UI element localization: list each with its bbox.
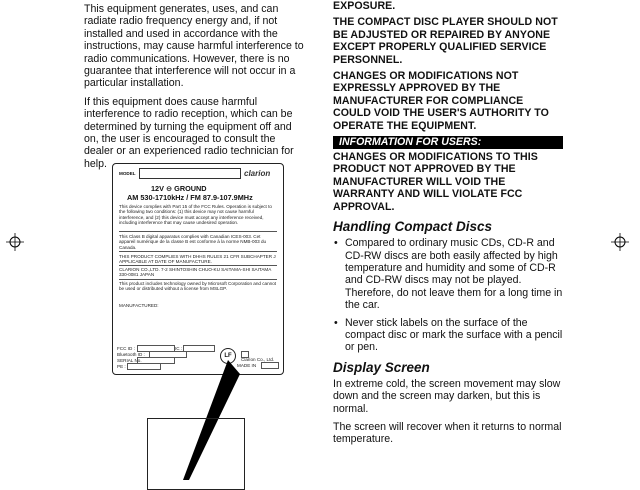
right-column: [333, 0, 563, 452]
handling-list: [333, 237, 563, 354]
label-divider: [119, 251, 277, 252]
handling-item-text: Never stick labels on the surface of the compact disc or mark the surface with a pencil or pen.: [345, 316, 563, 354]
label-divider: [119, 279, 277, 280]
registration-mark-icon: [611, 233, 629, 251]
display-heading: Display Screen: [333, 359, 430, 375]
bullet-icon: •: [334, 316, 338, 329]
label-brand-logo: clarion: [244, 169, 271, 178]
label-model-tag: MODEL: [119, 171, 136, 176]
left-column: [84, 3, 306, 176]
label-ic-box: [183, 345, 215, 352]
product-label-illustration: [112, 163, 284, 375]
label-fcc-id: FCC ID :: [117, 346, 135, 351]
label-microsoft-text: This product includes technology owned by Microsoft Corporation and cannot be used or distributed without a license from MSLGP.: [119, 281, 277, 292]
handling-heading: Handling Compact Discs: [333, 219, 493, 235]
label-frequency: AM 530-1710kHz / FM 87.9-107.9MHz: [127, 193, 253, 202]
label-voltage: 12V ⊖ GROUND: [151, 184, 207, 193]
display-paragraph: In extreme cold, the screen movement may slow down and the screen may darken, but this is normal.: [333, 377, 561, 415]
label-dhhs-text: THIS PRODUCT COMPLIES WITH DHHS RULES 21 CFR SUBCHAPTER J APPLICABLE AT DATE OF MANUFACTURE.: [119, 254, 276, 265]
label-manufactured: MANUFACTURED:: [119, 303, 159, 308]
list-item: [334, 237, 563, 312]
interference-help-paragraph: If this equipment does cause harmful interference to radio reception, which can be determined by turning the equipment off and on, the user is encouraged to consult the dealer or an experienced radio technician for help.: [84, 95, 294, 170]
label-made-in: MADE IN: [237, 363, 257, 368]
label-ic: IC :: [175, 346, 183, 351]
label-serial-no: SERIAL No.: [117, 358, 142, 363]
modification-warning: CHANGES OR MODIFICATIONS NOT EXPRESSLY APPROVED BY THE MANUFACTURER FOR COMPLIANCE COULD VOID THE USER'S AUTHORITY TO OPERATE THE EQUIPMENT.: [333, 70, 549, 132]
bullet-icon: •: [334, 237, 338, 250]
zoom-box: [147, 418, 245, 490]
info-for-users-text: CHANGES OR MODIFICATIONS TO THIS PRODUCT NOT APPROVED BY THE MANUFACTURER WILL VOID THE WARRANTY AND WILL VIOLATE FCC APPROVAL.: [333, 151, 538, 213]
label-pe: PE :: [117, 364, 126, 369]
service-warning: THE COMPACT DISC PLAYER SHOULD NOT BE ADJUSTED OR REPAIRED BY ANYONE EXCEPT PROPERLY QUALIFIED SERVICE PERSONNEL.: [333, 16, 558, 66]
label-maker: Clarion Co., Ltd.: [241, 357, 275, 362]
label-model-box: [139, 168, 241, 179]
label-fcc-text: This device complies with Part 15 of the FCC Rules. Operation is subject to the following two conditions: (1) this device may not cause harmful interference, and (2) this device must accept any interference received, including interference that may cause undesired operation.: [119, 204, 272, 226]
list-item: [334, 316, 563, 354]
label-divider: [119, 231, 277, 232]
registration-mark-icon: [6, 233, 24, 251]
display-paragraph: The screen will recover when it returns to normal temperature.: [333, 420, 562, 446]
lf-mark-icon: LF: [220, 348, 236, 364]
info-for-users-heading: INFORMATION FOR USERS:: [333, 136, 563, 149]
label-bluetooth-id: Bluetooth ID :: [117, 352, 145, 357]
label-address-text: CLARION CO.,LTD. 7-2 SHINTOSHIN CHUO-KU SAITAMA-SHI SAITAMA 330-0081 JAPAN: [119, 267, 272, 278]
label-ices-text: This Class B digital apparatus complies with Canadian ICES-003. Cet appareil numérique de la classe B est conforme à la norme NMB-003 du Canada.: [119, 234, 267, 250]
exposure-text: EXPOSURE.: [333, 0, 396, 12]
fcc-interference-paragraph: This equipment generates, uses, and can radiate radio frequency energy and, if not installed and used in accordance with the instructions, may cause harmful interference to radio communications. However, there is no guarantee that interference will not occur in a particular installation.: [84, 3, 304, 90]
handling-item-text: Compared to ordinary music CDs, CD-R and CD-RW discs are both easily affected by high temperature and humidity and some of CD-R and CD-RW discs may not be played. Therefore, do not leave them for a long time in the car.: [345, 237, 563, 312]
label-divider: [119, 265, 277, 266]
